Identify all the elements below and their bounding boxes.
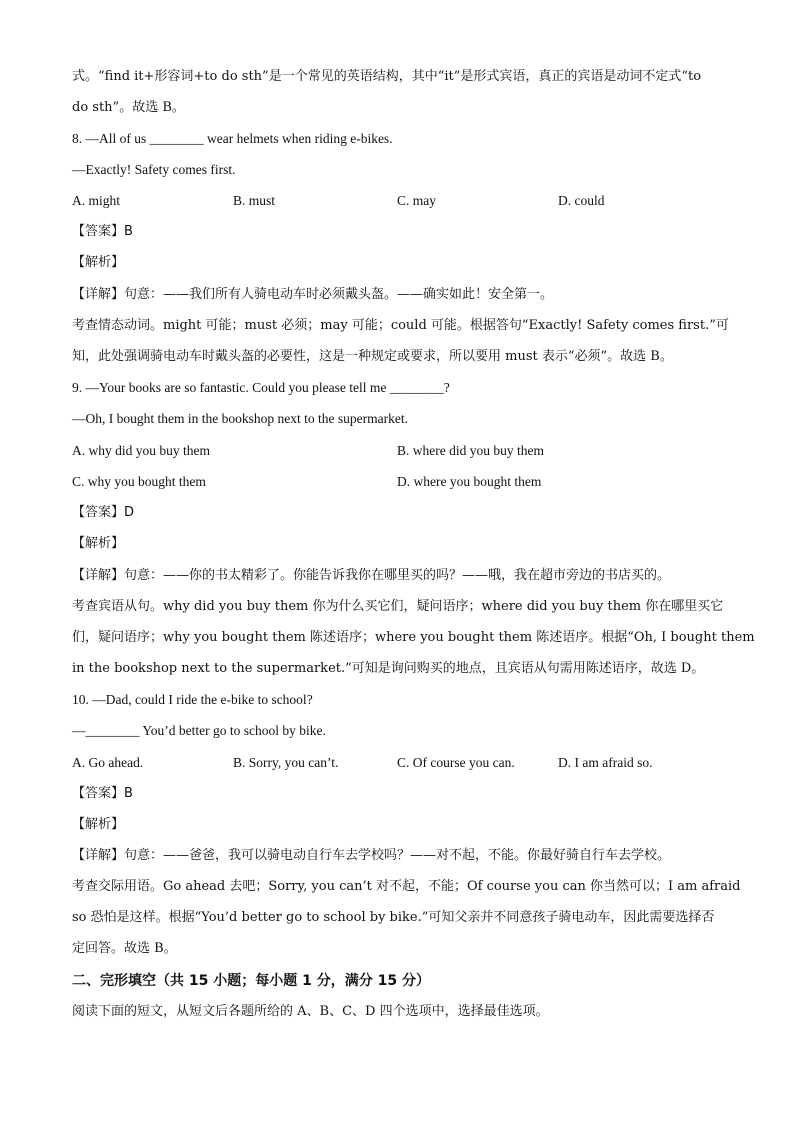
q8-detail-line-2: 考查情态动词。might 可能；must 必须；may 可能；could 可能。根据答句“Exactly! Safety comes first.”可 <box>72 318 729 333</box>
q10-reply: —________ You’d better go to school by bike. <box>72 723 326 738</box>
section-heading: 二、完形填空（共 15 小题；每小题 1 分，满分 15 分） <box>72 973 430 989</box>
q10-question: 10. —Dad, could I ride the e-bike to school? <box>72 692 313 707</box>
q9-option-c: C. why you bought them <box>72 474 206 489</box>
q10-detail-line-3: so 恐怕是这样。根据“You’d better go to school by bike.”可知父亲并不同意孩子骑电动车，因此需要选择否 <box>72 910 715 925</box>
q9-question: 9. —Your books are so fantastic. Could you please tell me ________? <box>72 380 450 395</box>
q9-detail-line-3: 们，疑问语序；why you bought them 陈述语序；where you bought them 陈述语序。根据“Oh, I bought them <box>72 630 755 645</box>
q9-option-d: D. where you bought them <box>397 474 542 489</box>
q9-detail-line-1: 【详解】句意：——你的书太精彩了。你能告诉我你在哪里买的吗？——哦，我在超市旁边的书店买的。 <box>72 568 671 583</box>
q9-detail-line-4: in the bookshop next to the supermarket.”可知是询问购买的地点，且宾语从句需用陈述语序，故选 D。 <box>72 661 705 676</box>
continuation-line-1: 式。“find it+形容词+to do sth”是一个常见的英语结构，其中“it”是形式宾语，真正的宾语是动词不定式“to <box>72 69 702 84</box>
q10-detail-line-4: 定回答。故选 B。 <box>72 941 177 956</box>
q9-answer: 【答案】D <box>72 505 135 520</box>
q8-option-a: A. might <box>72 193 121 208</box>
q8-detail-line-3: 知，此处强调骑电动车时戴头盔的必要性，这是一种规定或要求，所以要用 must 表示“必须”。故选 B。 <box>72 349 673 364</box>
q9-option-b: B. where did you buy them <box>397 443 544 458</box>
q10-option-d: D. I am afraid so. <box>558 755 653 770</box>
continuation-line-2: do sth”。故选 B。 <box>72 100 185 115</box>
q9-reply: —Oh, I bought them in the bookshop next to the supermarket. <box>72 411 408 426</box>
q10-detail-line-2: 考查交际用语。Go ahead 去吧；Sorry, you can’t 对不起，不能；Of course you can 你当然可以；I am afraid <box>72 879 741 894</box>
q9-option-a: A. why did you buy them <box>72 443 210 458</box>
q8-analysis-label: 【解析】 <box>72 255 125 270</box>
q9-detail-line-2: 考查宾语从句。why did you buy them 你为什么买它们，疑问语序；where did you buy them 你在哪里买它 <box>72 599 724 614</box>
q10-option-b: B. Sorry, you can’t. <box>233 755 339 770</box>
q8-answer: 【答案】B <box>72 224 133 239</box>
q8-option-c: C. may <box>397 193 436 208</box>
q9-analysis-label: 【解析】 <box>72 536 125 551</box>
q10-option-a: A. Go ahead. <box>72 755 144 770</box>
q8-question: 8. —All of us ________ wear helmets when riding e-bikes. <box>72 131 393 146</box>
q10-analysis-label: 【解析】 <box>72 817 125 832</box>
section-instruction: 阅读下面的短文，从短文后各题所给的 A、B、C、D 四个选项中，选择最佳选项。 <box>72 1004 549 1019</box>
q8-detail-line-1: 【详解】句意：——我们所有人骑电动车时必须戴头盔。——确实如此！安全第一。 <box>72 287 554 302</box>
q10-answer: 【答案】B <box>72 786 133 801</box>
q8-option-d: D. could <box>558 193 605 208</box>
q8-option-b: B. must <box>233 193 276 208</box>
q8-reply: —Exactly! Safety comes first. <box>72 162 236 177</box>
q10-detail-line-1: 【详解】句意：——爸爸，我可以骑电动自行车去学校吗？——对不起，不能。你最好骑自行车去学校。 <box>72 848 671 863</box>
q10-option-c: C. Of course you can. <box>397 755 515 770</box>
